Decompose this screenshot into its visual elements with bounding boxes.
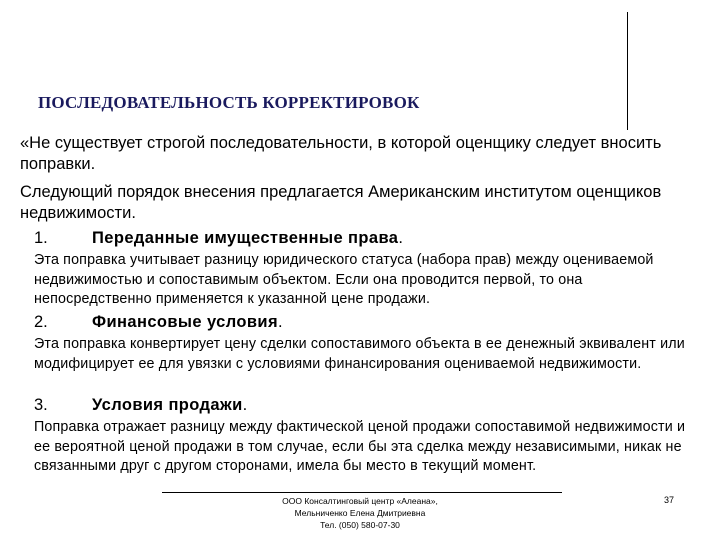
footer-phone: Тел. (050) 580-07-30	[320, 520, 400, 530]
item-number: 3.	[34, 396, 48, 414]
page-number: 37	[664, 495, 675, 505]
item-heading-2	[34, 313, 283, 332]
item-number: 2.	[34, 313, 48, 331]
footer-divider	[162, 492, 562, 493]
intro-paragraph-2: Следующий порядок внесения предлагается Американским институтом оценщиков недвижимости.	[20, 183, 662, 222]
item-description-2: Эта поправка конвертирует цену сделки сопоставимого объекта в ее денежный эквивалент или модифицирует ее для увязки с условиями финансирования оцениваемой недвижимости.	[34, 336, 685, 372]
footer-company: ООО Консалтинговый центр «Алеана»,	[282, 496, 438, 506]
item-label-dot: .	[398, 229, 403, 247]
item-label: Финансовые условия	[92, 313, 278, 331]
item-heading-3	[34, 396, 247, 415]
item-label-dot: .	[242, 396, 248, 414]
intro-paragraph-1: «Не существует строгой последовательности, в которой оценщику следует вносить поправки.	[20, 134, 662, 173]
footer-credits	[240, 495, 480, 531]
slide-title: ПОСЛЕДОВАТЕЛЬНОСТЬ КОРРЕКТИРОВОК	[38, 93, 420, 112]
item-label-dot: .	[278, 313, 283, 331]
footer-author: Мельниченко Елена Дмитриевна	[294, 508, 426, 518]
item-description-1: Эта поправка учитывает разницу юридического статуса (набора прав) между оцениваемой недвижимостью и сопоставимым объектом. Если она проводится первой, то она непосредственно применяется к указанной цене продажи.	[34, 252, 654, 308]
item-number: 1.	[34, 229, 48, 247]
item-label: Условия продажи	[92, 396, 243, 414]
item-heading-1	[34, 229, 403, 248]
vertical-divider-line	[627, 12, 628, 130]
item-label: Переданные имущественные права	[92, 229, 399, 247]
item-description-3: Поправка отражает разницу между фактической ценой продажи сопоставимой недвижимости и ее вероятной ценой продажи в том случае, если бы эта сделка между независимыми, никак не связанными друг с другом сторонами, имела бы место в текущий момент.	[34, 419, 686, 475]
